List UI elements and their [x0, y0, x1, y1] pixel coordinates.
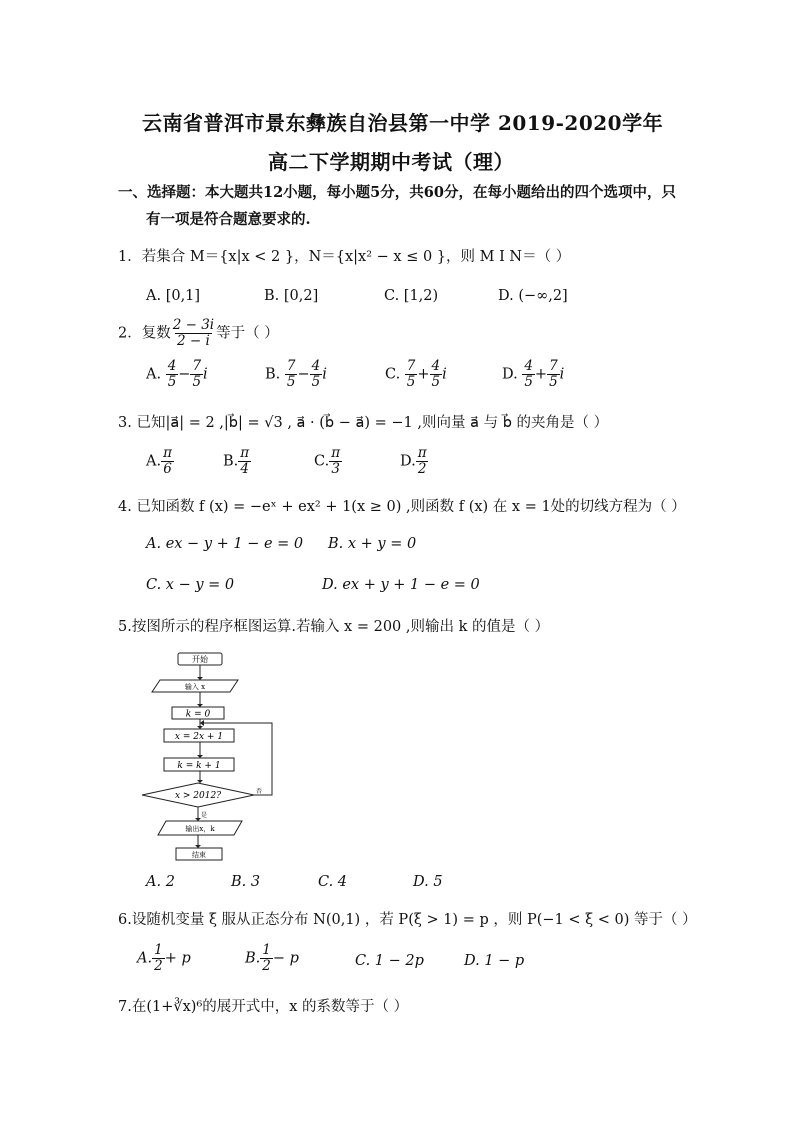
question-stem: 在(1+∛x)⁶的展开式中，x 的系数等于（ ） [131, 999, 409, 1015]
option-letter: D. [464, 953, 480, 969]
fraction-numerator: 1 [262, 942, 271, 958]
question-number: 4. [118, 499, 137, 515]
question-number: 1． [118, 249, 142, 265]
question-stem: 按图所示的程序框图运算.若输入 x = 200 ,则输出 k 的值是（ ） [131, 619, 550, 635]
fraction [152, 943, 165, 974]
option-letter: D. [400, 453, 416, 470]
question-number: 3. [118, 415, 137, 431]
section-heading-line2: 有一项是符合题意要求的. [146, 211, 311, 228]
section-heading-line1: 一、选择题：本大题共12小题，每小题5分，共60分，在每小题给出的四个选项中，只 [118, 184, 676, 201]
option-letter: D. [502, 366, 518, 383]
question-1 [118, 245, 570, 266]
flowchart-no-label: 否 [256, 788, 263, 795]
fraction-numerator: 1 [154, 942, 163, 958]
fraction-numerator: 4 [167, 358, 177, 374]
q5-option-b: B. 3 [231, 874, 261, 890]
q1-option-b: B. [0,2] [264, 288, 319, 304]
operator: − [297, 366, 310, 383]
fraction-denominator: 6 [163, 461, 172, 477]
q1-option-a: A. [0,1] [146, 288, 201, 304]
q6-option-a [137, 943, 191, 974]
q5-option-c: C. 4 [318, 874, 348, 890]
flowchart-step1-label: x = 2x + 1 [174, 732, 224, 742]
question-stem: 若集合 M＝{x|x < 2 }，N＝{x|x² − x ≤ 0 }，则 M I N＝（ ） [141, 249, 571, 265]
fraction-numerator: 7 [286, 358, 296, 374]
fraction-denominator: 5 [406, 374, 416, 390]
page-title-line1: 云南省普洱市景东彝族自治县第一中学 2019-2020学年 [142, 111, 664, 135]
fraction-denominator: 3 [331, 461, 340, 477]
question-number: 7. [118, 999, 132, 1015]
q3-option-d [400, 446, 429, 477]
option-letter: C. [385, 366, 401, 383]
question-stem: 设随机变量 ξ 服从正态分布 N(0,1) ，若 P(ξ > 1) = p ，则 P(−1 < ξ < 0) 等于（ ） [131, 912, 697, 928]
fraction-numerator: π [417, 445, 427, 461]
fraction-numerator: 7 [549, 358, 558, 374]
imaginary-unit: i [322, 366, 327, 383]
q3-option-a [146, 446, 174, 477]
fraction-denominator: 5 [311, 374, 321, 390]
operator: − [178, 366, 191, 383]
flowchart-step2-label: k = k + 1 [177, 761, 221, 771]
fraction-denominator: 2 [262, 958, 271, 974]
fraction-denominator: 5 [286, 374, 296, 390]
fraction [166, 359, 179, 390]
fraction-denominator: 2 [154, 958, 163, 974]
imaginary-unit: i [559, 366, 565, 383]
q5-option-a: A. 2 [146, 874, 175, 890]
fraction [171, 318, 216, 349]
fraction-numerator: π [163, 445, 172, 461]
fraction-denominator: 5 [192, 374, 202, 390]
option-letter: A. [137, 950, 153, 967]
option-letter: B. [265, 366, 281, 383]
option-letter: A. [146, 366, 162, 383]
fraction [161, 446, 174, 477]
fraction-denominator: 5 [549, 374, 558, 390]
q4-option-d: D. ex + y + 1 − e = 0 [322, 577, 480, 593]
question-4 [118, 495, 686, 516]
flowchart-input-label: 输入 x [184, 683, 206, 691]
fraction [285, 359, 298, 390]
fraction-denominator: 2 [417, 461, 427, 477]
q4-option-c: C. x − y = 0 [146, 577, 235, 593]
q2-option-b [265, 359, 327, 390]
operator: + [417, 366, 430, 383]
fraction [405, 359, 418, 390]
fraction [430, 359, 443, 390]
fraction [260, 943, 273, 974]
q6-option-c [355, 953, 424, 969]
fraction-numerator: 7 [406, 358, 416, 374]
fraction-denominator: 5 [431, 374, 441, 390]
option-letter: B. [223, 453, 239, 470]
question-stem-prefix: 复数 [141, 325, 171, 342]
q2-option-a [146, 359, 208, 390]
fraction-denominator: 5 [524, 374, 533, 390]
q3-option-b [223, 446, 251, 477]
question-stem: 已知函数 f (x) = −eˣ + ex² + 1(x ≥ 0) ,则函数 f (x) 在 x = 1处的切线方程为（ ） [136, 499, 686, 515]
option-letter: B. [245, 950, 261, 967]
option-letter: A. [146, 453, 162, 470]
option-text: 1 − p [484, 953, 525, 969]
option-letter: C. [355, 953, 371, 969]
option-tail: − p [272, 950, 299, 967]
q6-option-b [245, 943, 299, 974]
page-title-line2: 高二下学期期中考试（理） [268, 150, 514, 174]
flowchart-yes-label: 是 [201, 812, 208, 819]
question-stem-suffix: 等于（ ） [216, 325, 279, 342]
fraction-numerator: π [331, 445, 341, 461]
fraction-numerator: 4 [311, 358, 321, 374]
q1-option-d: D. (−∞,2] [498, 288, 568, 304]
fraction-denominator: 4 [240, 461, 249, 477]
question-3 [118, 411, 608, 432]
flowchart-output-label: 输出x，k [185, 825, 215, 833]
question-number: 6. [118, 912, 132, 928]
fraction [547, 359, 560, 390]
question-7 [118, 995, 408, 1016]
fraction [416, 446, 429, 477]
flowchart-end-label: 结束 [192, 851, 206, 859]
fraction [522, 359, 535, 390]
imaginary-unit: i [203, 366, 208, 383]
flowchart-init-label: k = 0 [185, 709, 211, 720]
option-tail: + p [164, 950, 191, 967]
fraction [329, 446, 342, 477]
question-stem: 已知|a⃗| = 2 ,|b⃗| = √3 , a⃗ · (b⃗ − a⃗) = −1 ,则向量 a⃗ 与 b⃗ 的夹角是（ ） [136, 415, 609, 431]
q6-option-d [464, 953, 524, 969]
fraction [310, 359, 323, 390]
fraction [238, 446, 251, 477]
fraction-numerator: 4 [524, 358, 533, 374]
q4-option-b: B. x + y = 0 [328, 536, 417, 552]
fraction-numerator: 7 [192, 358, 202, 374]
fraction-numerator: π [240, 445, 250, 461]
question-2 [118, 318, 279, 349]
q1-option-c: C. [1,2) [384, 288, 439, 304]
flowchart-start-label: 开始 [192, 655, 208, 664]
fraction-denominator: 2 − i [177, 333, 210, 349]
fraction-denominator: 5 [167, 374, 177, 390]
question-number: 2． [118, 325, 142, 342]
option-text: 1 − 2p [374, 953, 424, 969]
fraction-numerator: 2 − 3i [172, 317, 215, 333]
q4-option-a: A. ex − y + 1 − e = 0 [146, 536, 304, 552]
question-number: 5. [118, 619, 132, 635]
program-flowchart [130, 645, 280, 865]
q2-option-d [502, 359, 564, 390]
option-letter: C. [314, 453, 330, 470]
q3-option-c [314, 446, 342, 477]
operator: + [534, 366, 548, 383]
fraction [190, 359, 203, 390]
q2-option-c [385, 359, 447, 390]
question-6 [118, 908, 697, 929]
q5-option-d: D. 5 [413, 874, 443, 890]
flowchart-condition-label: x > 2012? [174, 791, 222, 801]
fraction-numerator: 4 [431, 358, 441, 374]
question-5 [118, 615, 549, 636]
imaginary-unit: i [442, 366, 447, 383]
